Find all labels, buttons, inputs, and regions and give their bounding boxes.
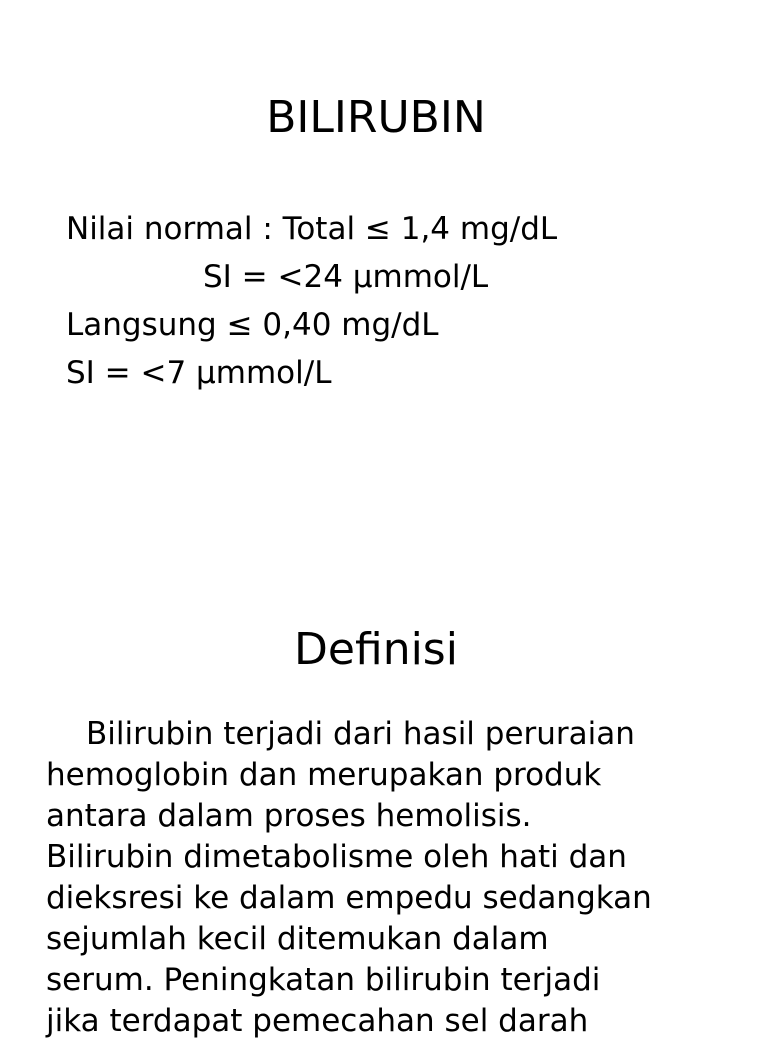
paragraph-line: serum. Peningkatan bilirubin terjadi bbox=[46, 962, 601, 998]
normal-values-block bbox=[66, 205, 557, 397]
paragraph-line: dieksresi ke dalam empedu sedangkan bbox=[46, 880, 652, 916]
paragraph-line: Bilirubin terjadi dari hasil peruraian bbox=[86, 716, 635, 752]
paragraph-line: sejumlah kecil ditemukan dalam bbox=[46, 921, 549, 957]
paragraph-line: jika terdapat pemecahan sel darah bbox=[46, 1003, 589, 1039]
paragraph-line: antara dalam proses hemolisis. bbox=[46, 798, 532, 834]
definition-paragraph bbox=[46, 714, 736, 1042]
normal-value-direct-si: SI = <7 μmmol/L bbox=[66, 355, 332, 391]
paragraph-line: Bilirubin dimetabolisme oleh hati dan bbox=[46, 839, 627, 875]
slide-title: BILIRUBIN bbox=[266, 92, 486, 143]
normal-value-total: Nilai normal : Total ≤ 1,4 mg/dL bbox=[66, 211, 558, 247]
slide-title: Definisi bbox=[294, 624, 458, 675]
normal-value-direct: Langsung ≤ 0,40 mg/dL bbox=[66, 307, 439, 343]
slide-definisi bbox=[0, 560, 768, 1039]
paragraph-line: hemoglobin dan merupakan produk bbox=[46, 757, 602, 793]
normal-value-total-si: SI = <24 μmmol/L bbox=[203, 259, 489, 295]
